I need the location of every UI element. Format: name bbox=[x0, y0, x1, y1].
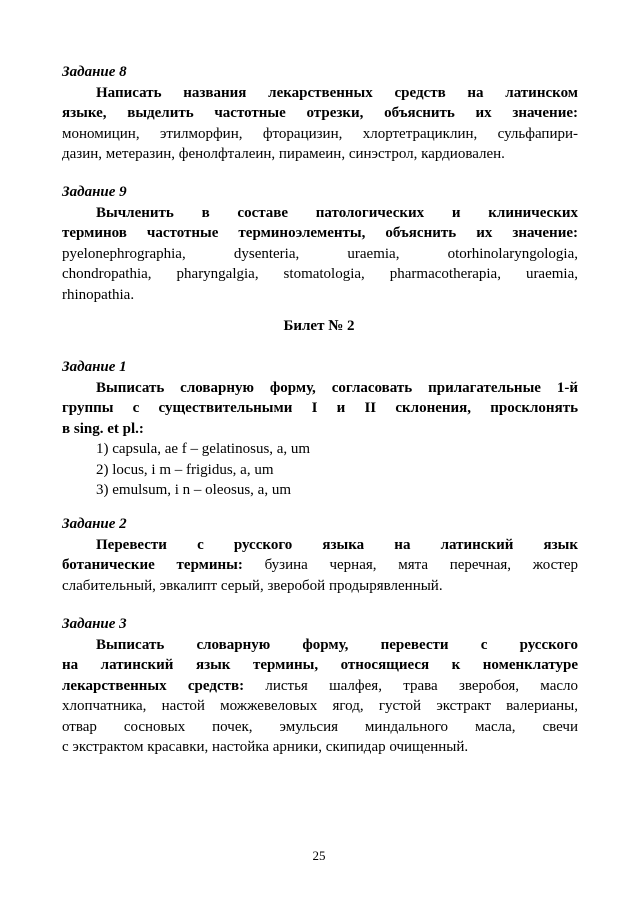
task-1-item-3: 3) emulsum, i n – oleosus, a, um bbox=[96, 482, 291, 498]
task-1-instruction-line-3: в sing. et pl.: bbox=[62, 420, 144, 437]
task-3 bbox=[62, 614, 578, 758]
task-9-body-line-3: rhinopathia. bbox=[62, 286, 135, 303]
task-1-item-2: 2) locus, i m – frigidus, a, um bbox=[96, 461, 274, 478]
task-2-body-line-2: бузина черная, мята перечная, жостер bbox=[242, 557, 578, 573]
task-9 bbox=[62, 182, 578, 305]
task-9-instruction-line-2: терминов частотные терминоэлементы, объяснить их значение: bbox=[62, 225, 578, 241]
task-8-instruction-line-2: языке, выделить частотные отрезки, объяснить их значение: bbox=[62, 105, 578, 121]
task-9-body-line-1: pyelonephrographia, dysenteria, uraemia, otorhinolaryngologia, bbox=[62, 245, 578, 262]
task-1-heading: Задание 1 bbox=[62, 359, 127, 375]
task-9-body-line-2: chondropathia, pharyngalgia, stomatologia, pharmacotherapia, uraemia, bbox=[62, 266, 578, 282]
task-8-instruction-line-1: Написать названия лекарственных средств на латинском bbox=[96, 84, 578, 101]
task-2-body-line-3: слабительный, эвкалипт серый, зверобой продырявленный. bbox=[62, 577, 443, 594]
task-1-item-1: 1) capsula, ae f – gelatinosus, a, um bbox=[96, 441, 311, 457]
task-3-instruction-line-3: лекарственных средств: bbox=[62, 677, 245, 694]
task-3-body-line-6: с экстрактом красавки, настойка арники, скипидар очищенный. bbox=[62, 739, 469, 755]
task-2-instruction-line-2: ботанические термины: bbox=[62, 557, 243, 573]
task-9-instruction-line-1: Вычленить в составе патологических и клинических bbox=[96, 204, 578, 221]
task-2-line-2 bbox=[62, 555, 578, 576]
task-9-heading: Задание 9 bbox=[62, 184, 127, 200]
page-number: 25 bbox=[312, 848, 326, 863]
task-3-instruction-line-1: Выписать словарную форму, перевести с русского bbox=[96, 636, 578, 653]
task-3-body-line-3: листья шалфея, трава зверобоя, масло bbox=[244, 677, 578, 694]
task-2-heading: Задание 2 bbox=[62, 516, 127, 532]
task-1-instruction-line-1: Выписать словарную форму, согласовать прилагательные 1-й bbox=[96, 379, 578, 396]
task-3-instruction-line-2: на латинский язык термины, относящиеся к номенклатуре bbox=[62, 657, 578, 673]
task-1-instruction-line-2: группы с существительными I и II склонения, просклонять bbox=[62, 400, 578, 416]
ticket-title: Билет № 2 bbox=[283, 318, 355, 334]
task-1 bbox=[62, 357, 578, 501]
task-3-heading: Задание 3 bbox=[62, 616, 127, 632]
task-8-heading: Задание 8 bbox=[62, 64, 127, 80]
task-3-body-line-4: хлопчатника, настой можжевеловых ягод, густой экстракт валерианы, bbox=[62, 698, 578, 714]
task-3-body-line-5: отвар сосновых почек, эмульсия миндального масла, свечи bbox=[62, 718, 578, 735]
task-2-instruction-line-1: Перевести с русского языка на латинский язык bbox=[96, 536, 578, 553]
task-2 bbox=[62, 514, 578, 596]
task-3-line-3 bbox=[62, 676, 578, 697]
task-8-body-line-2: дазин, метеразин, фенолфталеин, пирамеин, синэстрол, кардиовален. bbox=[62, 146, 505, 162]
task-8 bbox=[62, 62, 578, 165]
task-8-body-line-1: мономицин, этилморфин, фторацизин, хлортетрациклин, сульфапири- bbox=[62, 125, 578, 142]
